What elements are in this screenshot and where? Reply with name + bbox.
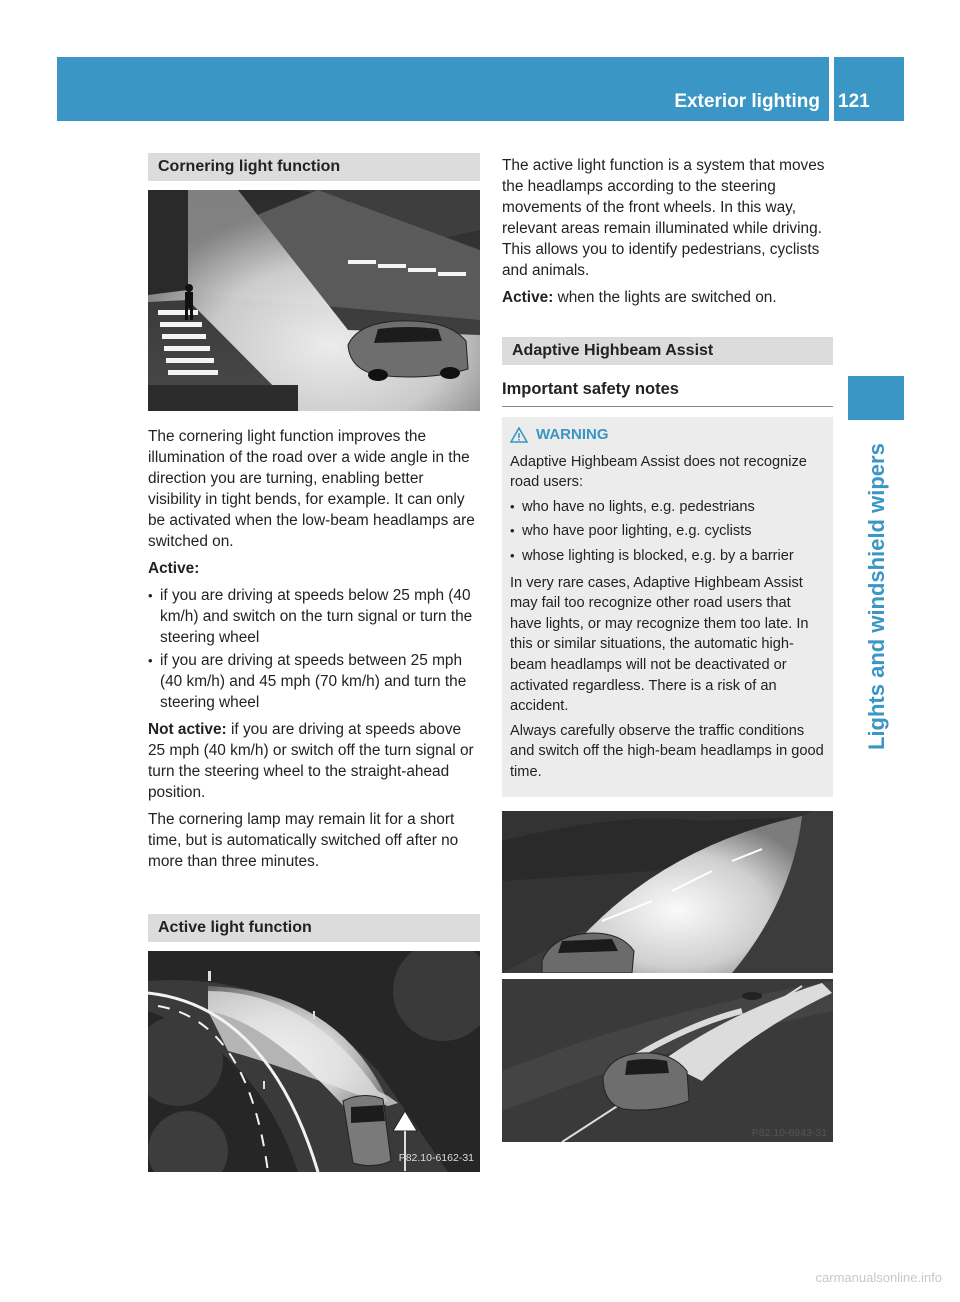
active-text: when the lights are switched on.: [557, 289, 777, 306]
warning-title: [510, 425, 825, 446]
highbeam-scene: [502, 811, 833, 1142]
cornering-active-list: [148, 585, 480, 713]
active-light-section: [148, 914, 480, 1172]
active-light-scene: [148, 951, 480, 1172]
active-light-description: The active light function is a system that moves the headlamps according to the steering movements of the front wheels. In this way, relevant areas remain illuminated while driving. This allows you to identify pedestrians, cyclists and animals.: [502, 157, 825, 279]
highbeam-illustration: [502, 811, 833, 1142]
active-light-illustration: [148, 951, 480, 1172]
chapter-tab-marker: [848, 376, 904, 420]
page-number: 121: [838, 91, 870, 112]
section-heading-cornering: Cornering light function: [148, 153, 480, 181]
right-column: [502, 155, 833, 797]
warning-label: WARNING: [536, 426, 609, 443]
section-heading-highbeam: Adaptive Highbeam Assist: [502, 337, 833, 365]
section-heading-active-light: Active light function: [148, 914, 480, 942]
cornering-light-illustration: [148, 190, 480, 411]
list-item: • if you are driving at speeds between 25 mph (40 km/h) and 45 mph (70 km/h) and turn the steering wheel: [148, 650, 480, 713]
warning-paragraph-2: Always carefully observe the traffic conditions and switch off the high-beam headlamps in good time.: [510, 722, 824, 780]
cornering-light-scene: [148, 190, 480, 411]
warning-list: [510, 497, 825, 567]
list-item: • who have no lights, e.g. pedestrians: [510, 497, 825, 518]
active-light-status: [502, 287, 833, 308]
warning-triangle-icon: [510, 427, 528, 443]
not-active-text: if you are driving at speeds above 25 mph (40 km/h) or switch off the turn signal or turn the steering wheel to the straight-ahead position.: [148, 721, 474, 801]
cornering-intro: The cornering light function improves the illumination of the road over a wide angle in the direction you are turning, enabling better visibility in tight bends, for example. It can only be activated when the low-beam headlamps are switched on.: [148, 428, 475, 550]
watermark: carmanualsonline.info: [815, 1270, 942, 1285]
cornering-not-active: [148, 719, 480, 803]
not-active-label: Not active:: [148, 721, 227, 738]
cornering-remain-note: The cornering lamp may remain lit for a short time, but is automatically switched off after no more than three minutes.: [148, 811, 459, 870]
subheading-safety-notes: Important safety notes: [502, 373, 833, 407]
warning-intro: Adaptive Highbeam Assist does not recognize road users:: [510, 453, 807, 491]
list-item: • if you are driving at speeds below 25 mph (40 km/h) and switch on the turn signal or turn the steering wheel: [148, 585, 480, 648]
active-label: Active:: [502, 289, 554, 306]
figure-code: P82.10-6943-31: [751, 1127, 827, 1139]
list-item: • whose lighting is blocked, e.g. by a barrier: [510, 546, 825, 567]
warning-paragraph-1: In very rare cases, Adaptive Highbeam Assist may fail too recognize other road users that have lights, or may recognize them too late. In this or similar situations, the automatic high-beam headlamps will not be deactivated or activated regardless. There is a risk of an accident.: [510, 574, 809, 715]
figure-code: P82.10-6162-31: [398, 1152, 474, 1164]
chapter-tab-label: Lights and windshield wipers: [864, 443, 889, 750]
cornering-active-label: Active:: [148, 560, 200, 577]
list-item: • who have poor lighting, e.g. cyclists: [510, 521, 825, 542]
left-column: [148, 153, 480, 878]
warning-box: [502, 417, 833, 797]
header-divider: [829, 57, 834, 121]
chapter-tab: [846, 430, 910, 750]
page-header-title: Exterior lighting: [674, 91, 820, 112]
